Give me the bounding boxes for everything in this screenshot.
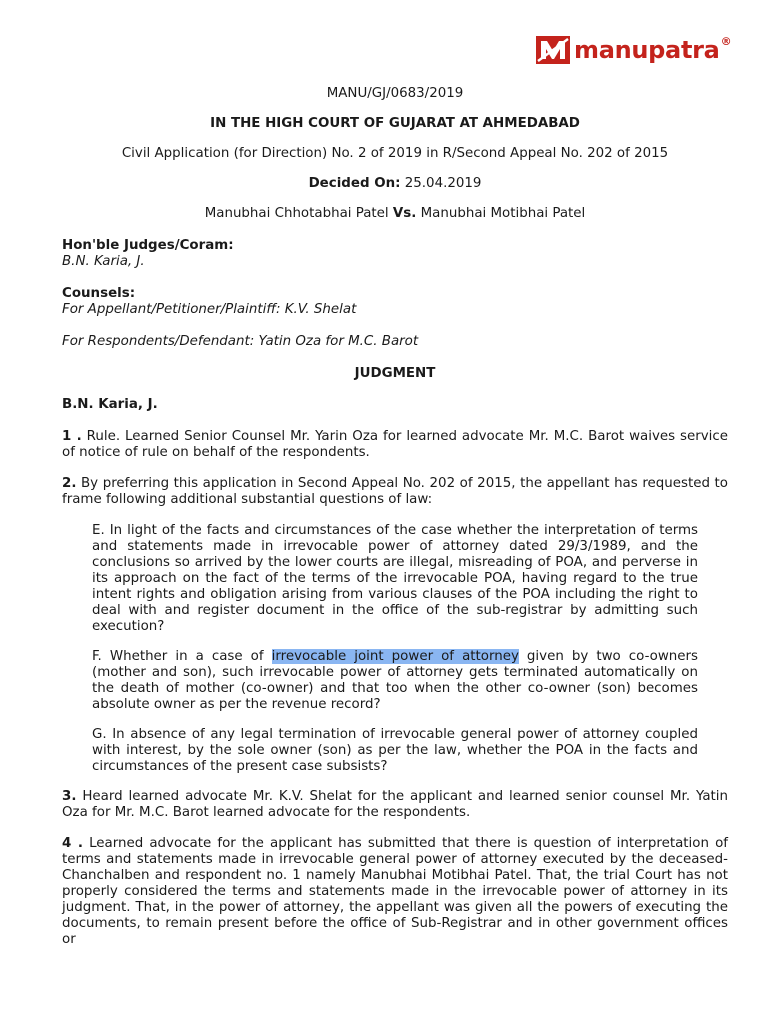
decided-label: Decided On:	[308, 176, 401, 191]
decided-date: 25.04.2019	[404, 176, 482, 191]
counsel-respondent: For Respondents/Defendant: Yatin Oza for M.C. Barot	[62, 334, 419, 349]
paragraph-text: Learned advocate for the applicant has submitted that there is question of interpretation of terms and statements made in irrevocable general power of attorney executed by the deceased- Chanchalben and respondent no. 1 namely Manubhai Motibhai Patel. That, the trial Court has not properly considered the terms and statements made in the irrevocable power of attorney in its judgment. That, in the power of attorney, the appellant was given all the powers of executing the documents, to remain present before the office of Sub-Registrar and in other government offices or	[62, 836, 728, 947]
paragraph-number: 4 .	[62, 836, 83, 851]
parties	[62, 206, 728, 222]
question-f	[92, 649, 698, 713]
party-appellant: Manubhai Chhotabhai Patel	[204, 206, 389, 221]
judges-label: Hon'ble Judges/Coram:	[62, 238, 234, 253]
registered-mark: ®	[720, 34, 732, 48]
paragraph-number: 1 .	[62, 429, 82, 444]
court-name: IN THE HIGH COURT OF GUJARAT AT AHMEDABAD	[210, 116, 580, 131]
question-f-text-rest: given by two co-owners (mother and son), such irrevocable power of attorney gets terminated automatically on the death of mother (co-owner) and that too when the other co-owner (son) becomes absolute owner as per the revenue record?	[92, 649, 698, 712]
counsels-label: Counsels:	[62, 286, 136, 301]
question-g: G. In absence of any legal termination of irrevocable general power of attorney coupled with interest, by the sole owner (son) as per the law, whether the POA in the facts and circumstances of the present case subsists?	[92, 727, 698, 774]
brand-name: manupatra	[574, 36, 720, 64]
paragraph-text: Heard learned advocate Mr. K.V. Shelat for the applicant and learned senior counsel Mr. Yatin Oza for Mr. M.C. Barot learned advocate for the respondents.	[62, 789, 728, 820]
versus: Vs.	[392, 206, 417, 221]
judgment-document	[62, 86, 728, 963]
citation: MANU/GJ/0683/2019	[326, 86, 464, 101]
paragraph-2	[62, 476, 728, 508]
counsel-appellant: For Appellant/Petitioner/Plaintiff: K.V. Shelat	[62, 302, 357, 317]
paragraph-number: 2.	[62, 476, 77, 491]
paragraph-4	[62, 836, 728, 948]
decided-on	[62, 176, 728, 192]
judgment-heading: JUDGMENT	[354, 366, 436, 381]
case-number: Civil Application (for Direction) No. 2 of 2019 in R/Second Appeal No. 202 of 2015	[121, 146, 669, 161]
paragraph-number: 3.	[62, 789, 77, 804]
manupatra-logo-icon	[536, 36, 570, 64]
party-respondent: Manubhai Motibhai Patel	[420, 206, 586, 221]
paragraph-1	[62, 429, 728, 461]
question-e: E. In light of the facts and circumstances of the case whether the interpretation of terms and statements made in irrevocable power of attorney dated 29/3/1989, and the conclusions so arrived by the lower courts are illegal, misreading of POA, and perverse in its approach on the fact of the terms of the irrevocable POA, having regard to the true intent rights and obligation arising from various clauses of the POA including the right to deal with and register document in the office of the sub-registrar by admitting such execution?	[92, 523, 698, 634]
judges-names: B.N. Karia, J.	[62, 254, 145, 269]
judge-byline: B.N. Karia, J.	[62, 397, 158, 412]
paragraph-text: Rule. Learned Senior Counsel Mr. Yarin Oza for learned advocate Mr. M.C. Barot waives service of notice of rule on behalf of the respondents.	[62, 429, 728, 460]
highlighted-text[interactable]: irrevocable joint power of attorney	[271, 649, 519, 664]
manupatra-logo	[536, 36, 732, 64]
paragraph-text: By preferring this application in Second Appeal No. 202 of 2015, the appellant has requested to frame following additional substantial questions of law:	[62, 476, 728, 507]
question-f-text: F. Whether in a case of	[92, 649, 272, 664]
paragraph-3	[62, 789, 728, 821]
